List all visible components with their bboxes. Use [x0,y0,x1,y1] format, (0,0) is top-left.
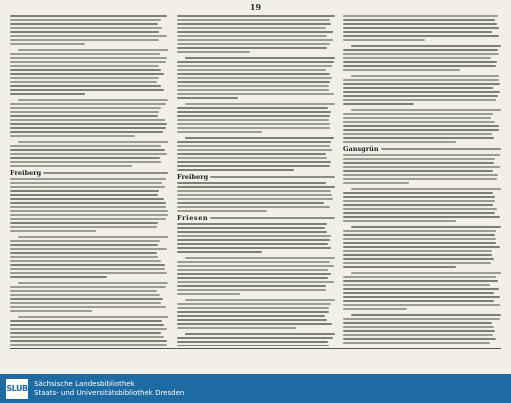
text-line [177,190,331,192]
text-line [177,235,331,237]
text-line [343,258,494,260]
text-line [177,27,326,29]
text-line [177,35,327,37]
text-line [343,288,499,290]
text-line [10,206,166,208]
text-line [381,148,501,150]
text-line [10,69,161,71]
text-line [10,222,158,224]
text-line [18,236,168,238]
text-line [10,298,163,300]
text-line [10,93,85,95]
text-line [10,77,159,79]
text-line [343,200,495,202]
text-line [343,141,456,143]
text-line [343,212,495,214]
text-line [177,186,335,188]
text-line [10,244,158,246]
text-line [351,45,501,47]
text-line [10,294,160,296]
text-line [343,322,492,324]
text-line [343,103,414,105]
text-line [177,182,326,184]
text-line [177,281,334,283]
text-line [343,338,496,340]
text-line [177,111,331,113]
text-line [177,157,327,159]
text-line [177,202,324,204]
entry-heading-freiberg [10,170,168,176]
text-line [177,319,327,321]
text-line [10,328,167,330]
text-line [343,87,493,89]
text-line [177,131,262,133]
text-line [10,218,166,220]
text-line [177,265,334,267]
text-line [10,85,161,87]
text-line [343,234,495,236]
text-line [343,121,495,123]
text-line [10,182,162,184]
text-line [177,39,333,41]
text-line [343,262,491,264]
text-line [343,117,491,119]
text-line [10,107,161,109]
text-line [10,336,164,338]
entry-heading-friesen [177,215,335,221]
text-line [10,65,159,67]
text-line [343,250,492,252]
text-line [343,39,425,41]
text-line [10,290,157,292]
text-line [177,43,330,45]
text-line [343,133,492,135]
text-line [351,75,499,77]
text-line [10,39,159,41]
text-line [343,49,498,51]
text-line [343,296,500,298]
text-line [177,251,262,253]
text-line [10,340,167,342]
text-line [18,49,168,51]
text-line [185,257,335,259]
text-line [177,247,331,249]
text-line [343,304,500,306]
entry-headword: Friesen [177,214,209,222]
text-line [343,31,492,33]
text-line [10,103,166,105]
text-line [177,77,332,79]
text-line [10,123,167,125]
page-number: 19 [249,2,262,12]
library-name [34,380,184,398]
text-column-middle [177,13,335,346]
text-line [351,188,501,190]
entry-heading-gansgruen [343,146,501,152]
text-line [177,311,329,313]
text-line [177,119,329,121]
text-line [177,69,326,71]
text-line [343,300,494,302]
text-line [10,260,161,262]
entry-headword: Freiberg [177,173,209,181]
text-line [343,65,496,67]
text-column-left [10,13,168,346]
text-line [10,256,158,258]
text-line [177,61,334,63]
text-line [351,226,501,228]
text-line [343,178,497,180]
text-line [343,280,498,282]
text-line [177,73,330,75]
text-line [177,51,250,53]
text-line [177,206,330,208]
text-line [177,153,326,155]
text-line [343,158,495,160]
text-line [10,31,159,33]
text-line [10,119,165,121]
text-line [177,198,333,200]
text-line [343,292,494,294]
text-line [10,111,159,113]
text-line [177,165,330,167]
text-line [177,289,326,291]
text-line [10,27,162,29]
library-logo-text: SLUB [6,384,28,393]
text-line [210,176,335,178]
text-line [43,172,168,174]
text-line [10,324,164,326]
text-line [177,323,332,325]
text-line [343,318,500,320]
text-line [343,35,499,37]
text-line [343,113,493,115]
text-line [343,246,500,248]
text-line [177,81,330,83]
text-line [343,162,494,164]
library-logo [6,379,28,399]
text-line [343,182,409,184]
text-line [10,35,167,37]
text-line [177,194,332,196]
text-line [343,61,497,63]
text-line [177,315,325,317]
text-line [10,149,165,151]
text-line [10,81,157,83]
text-line [10,19,161,21]
text-line [10,135,135,137]
text-line [10,252,157,254]
text-line [177,169,294,171]
text-line [10,310,92,312]
text-line [343,238,496,240]
text-line [185,103,335,105]
text-line [10,190,159,192]
text-line [177,277,328,279]
text-line [343,83,500,85]
text-line [343,91,500,93]
text-line [10,127,166,129]
text-line [177,337,333,339]
text-line [177,85,329,87]
text-line [343,137,494,139]
text-line [10,43,85,45]
text-line [10,194,158,196]
text-line [185,299,335,301]
library-name-line-2: Staats- und Universitätsbibliothek Dresden [34,388,185,397]
text-line [185,57,335,59]
text-line [343,196,495,198]
text-line [343,53,499,55]
text-line [18,316,168,318]
text-line [10,276,107,278]
text-line [343,95,498,97]
text-line [343,230,496,232]
text-line [343,57,491,59]
entry-headword: Freiberg [10,169,42,177]
text-line [343,254,492,256]
text-line [177,65,332,67]
text-line [177,303,331,305]
text-line [177,97,238,99]
text-line [18,282,168,284]
text-line [343,166,500,168]
text-line [10,226,157,228]
text-line [177,223,327,225]
text-line [177,31,333,33]
text-line [343,216,500,218]
text-line [177,107,328,109]
text-line [10,157,160,159]
text-line [343,19,495,21]
text-line [177,15,335,17]
text-line [343,326,494,328]
text-line [10,89,164,91]
text-line [177,231,327,233]
text-line [10,73,164,75]
text-line [343,125,499,127]
text-line [177,227,325,229]
text-line [343,208,497,210]
text-line [177,341,328,343]
text-line [10,214,168,216]
text-line [343,284,490,286]
page-bottom-rule [10,348,501,349]
text-line [177,47,327,49]
text-line [343,266,456,268]
text-line [177,307,329,309]
text-line [10,57,167,59]
entry-heading-freiberg_2 [177,174,335,180]
text-line [210,217,335,219]
text-line [343,220,456,222]
text-line [10,344,167,346]
text-line [10,264,165,266]
text-line [343,79,499,81]
text-line [343,15,498,17]
text-column-right [343,13,501,346]
entry-headword: Gansgrün [343,145,379,153]
text-line [177,93,334,95]
text-line [343,27,499,29]
text-line [343,330,495,332]
library-name-line-1: Sächsische Landesbibliothek [34,379,135,388]
text-line [177,145,330,147]
text-line [10,272,167,274]
text-line [177,285,326,287]
text-line [343,154,500,156]
text-line [343,129,499,131]
text-line [343,276,496,278]
text-line [10,23,158,25]
text-line [177,161,331,163]
text-line [10,178,166,180]
text-line [10,61,166,63]
text-line [177,19,330,21]
text-line [343,342,490,344]
text-line [10,165,132,167]
text-line [10,248,167,250]
text-line [343,170,493,172]
text-line [185,333,335,335]
text-line [10,161,161,163]
text-line [177,239,330,241]
text-line [177,273,331,275]
text-line [10,240,160,242]
text-line [185,137,334,139]
text-line [343,69,460,71]
text-line [10,332,161,334]
text-line [177,23,331,25]
text-line [343,23,497,25]
text-line [351,109,501,111]
text-line [177,141,331,143]
text-line [10,286,166,288]
text-line [10,302,161,304]
text-line [343,242,496,244]
text-line [177,293,240,295]
text-line [177,123,330,125]
text-line [177,127,330,129]
text-line [10,131,163,133]
text-line [343,308,407,310]
text-line [177,261,330,263]
text-line [343,174,498,176]
text-line [10,320,162,322]
text-line [10,202,166,204]
text-line [177,327,296,329]
text-line [10,153,167,155]
text-line [10,115,158,117]
text-line [351,272,501,274]
text-line [10,210,168,212]
text-line [177,149,332,151]
text-line [10,268,165,270]
text-line [10,15,167,17]
text-line [10,198,164,200]
text-line [343,334,493,336]
text-line [343,204,493,206]
text-line [177,269,328,271]
text-line [18,99,168,101]
text-line [10,145,161,147]
text-line [177,345,329,346]
text-line [10,186,165,188]
library-footer [0,374,511,403]
text-line [10,53,160,55]
text-line [177,115,330,117]
text-line [18,141,168,143]
text-line [177,89,329,91]
text-line [177,210,267,212]
text-line [351,314,501,316]
text-line [10,230,96,232]
text-line [343,192,493,194]
text-line [177,243,328,245]
text-line [10,306,166,308]
text-line [343,99,496,101]
